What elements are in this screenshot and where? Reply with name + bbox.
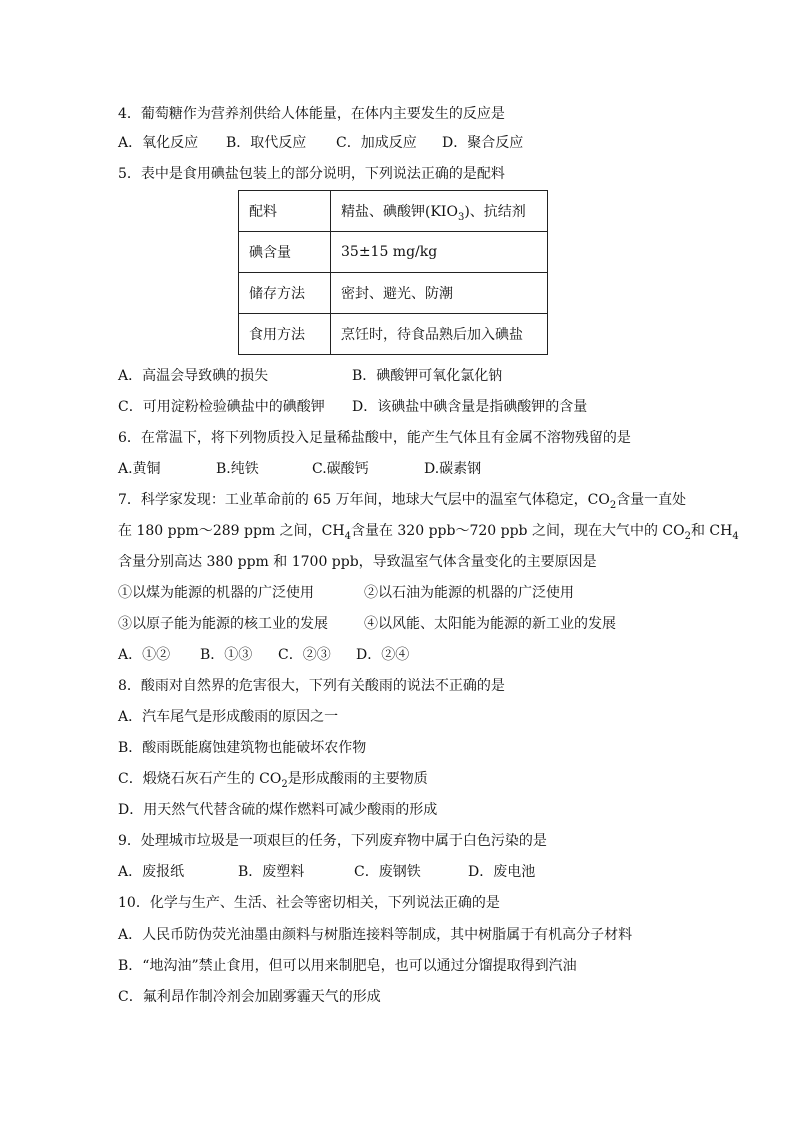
q7-stem-line2: 在 180 ppm～289 ppm 之间，$CH_4$含量在 320 ppb～720 ppb 之间，现在大气中的 $CO_2$和 $CH_4$ — [118, 523, 739, 542]
q5-options-cd — [118, 397, 587, 417]
q7-option-a: A．①② — [118, 647, 171, 663]
q9-option-b: B．废塑料 — [238, 864, 305, 880]
table-value: 密封、避光、防潮 — [331, 273, 548, 314]
q5-stem: 5．表中是食用碘盐包装上的部分说明，下列说法正确的是配料 — [118, 166, 505, 182]
table-row — [239, 314, 548, 355]
q4-option-c: C．加成反应 — [336, 135, 417, 151]
q4-stem: 4．葡萄糖作为营养剂供给人体能量，在体内主要发生的反应是 — [118, 106, 505, 122]
q9-stem: 9．处理城市垃圾是一项艰巨的任务，下列废弃物中属于白色污染的是 — [118, 833, 547, 849]
q8-option-a: A．汽车尾气是形成酸雨的原因之一 — [118, 709, 339, 725]
table-row — [239, 191, 548, 232]
q9-options — [118, 862, 535, 882]
q7-options — [118, 645, 409, 665]
q4-option-a: A．氧化反应 — [118, 135, 199, 151]
table-value: 烹饪时，待食品熟后加入碘盐 — [331, 314, 548, 355]
table-key: 配料 — [239, 191, 331, 232]
q7-item-1: ①以煤为能源的机器的广泛使用 — [118, 585, 314, 601]
q6-option-a: A.黄铜 — [118, 461, 161, 477]
q8-stem: 8．酸雨对自然界的危害很大，下列有关酸雨的说法不正确的是 — [118, 678, 505, 694]
table-row — [239, 273, 548, 314]
q7-stem-line1: 7．科学家发现：工业革命前的 65 万年间，地球大气层中的温室气体稳定，$CO_2$含量一直处 — [118, 492, 687, 511]
q7-option-b: B．①③ — [200, 647, 253, 663]
q10-option-b: B．“地沟油”禁止食用，但可以用来制肥皂，也可以通过分馏提取得到汽油 — [118, 958, 577, 974]
q6-stem: 6．在常温下，将下列物质投入足量稀盐酸中，能产生气体且有金属不溶物残留的是 — [118, 430, 631, 446]
q9-option-a: A．废报纸 — [118, 864, 185, 880]
q6-option-b: B.纯铁 — [216, 461, 259, 477]
q10-stem: 10．化学与生产、生活、社会等密切相关，下列说法正确的是 — [118, 895, 500, 911]
q7-item-4: ④以风能、太阳能为能源的新工业的发展 — [364, 616, 616, 632]
q5-option-a: A．高温会导致碘的损失 — [118, 368, 269, 384]
q9-option-d: D．废电池 — [468, 864, 536, 880]
q7-option-c: C．②③ — [278, 647, 331, 663]
q7-item-3: ③以原子能为能源的核工业的发展 — [118, 616, 328, 632]
q6-option-d: D.碳素钢 — [424, 461, 482, 477]
table-key: 储存方法 — [239, 273, 331, 314]
iodized-salt-table — [238, 190, 548, 355]
q7-stem-line3: 含量分别高达 380 ppm 和 1700 ppb，导致温室气体含量变化的主要原因是 — [118, 554, 597, 570]
q10-option-c: C．氟利昂作制冷剂会加剧雾霾天气的形成 — [118, 989, 381, 1005]
q7-item-2: ②以石油为能源的机器的广泛使用 — [364, 585, 574, 601]
q7-items-12 — [118, 583, 574, 603]
q8-option-d: D．用天然气代替含硫的煤作燃料可减少酸雨的形成 — [118, 802, 438, 818]
q4-options — [118, 133, 523, 153]
table-value: 精盐、碘酸钾$(KIO_3)$、抗结剂 — [331, 191, 548, 232]
q7-option-d: D．②④ — [356, 647, 410, 663]
q6-option-c: C.碳酸钙 — [312, 461, 369, 477]
q5-option-d: D．该碘盐中碘含量是指碘酸钾的含量 — [352, 399, 588, 415]
q9-option-c: C．废钢铁 — [354, 864, 421, 880]
q7-items-34 — [118, 614, 616, 634]
table-key: 食用方法 — [239, 314, 331, 355]
q4-option-b: B．取代反应 — [226, 135, 307, 151]
q5-options-ab — [118, 366, 502, 386]
q10-option-a: A．人民币防伪荧光油墨由颜料与树脂连接料等制成，其中树脂属于有机高分子材料 — [118, 927, 633, 943]
q4-option-d: D．聚合反应 — [442, 135, 524, 151]
table-key: 碘含量 — [239, 232, 331, 273]
q8-option-b: B．酸雨既能腐蚀建筑物也能破坏农作物 — [118, 740, 367, 756]
q5-option-b: B．碘酸钾可氧化氯化钠 — [352, 368, 503, 384]
table-row — [239, 232, 548, 273]
q5-option-c: C．可用淀粉检验碘盐中的碘酸钾 — [118, 399, 325, 415]
q8-option-c: C．煅烧石灰石产生的 $CO_2$是形成酸雨的主要物质 — [118, 771, 428, 790]
q6-options — [118, 459, 481, 479]
table-value: 35±15 mg/kg — [331, 232, 548, 273]
